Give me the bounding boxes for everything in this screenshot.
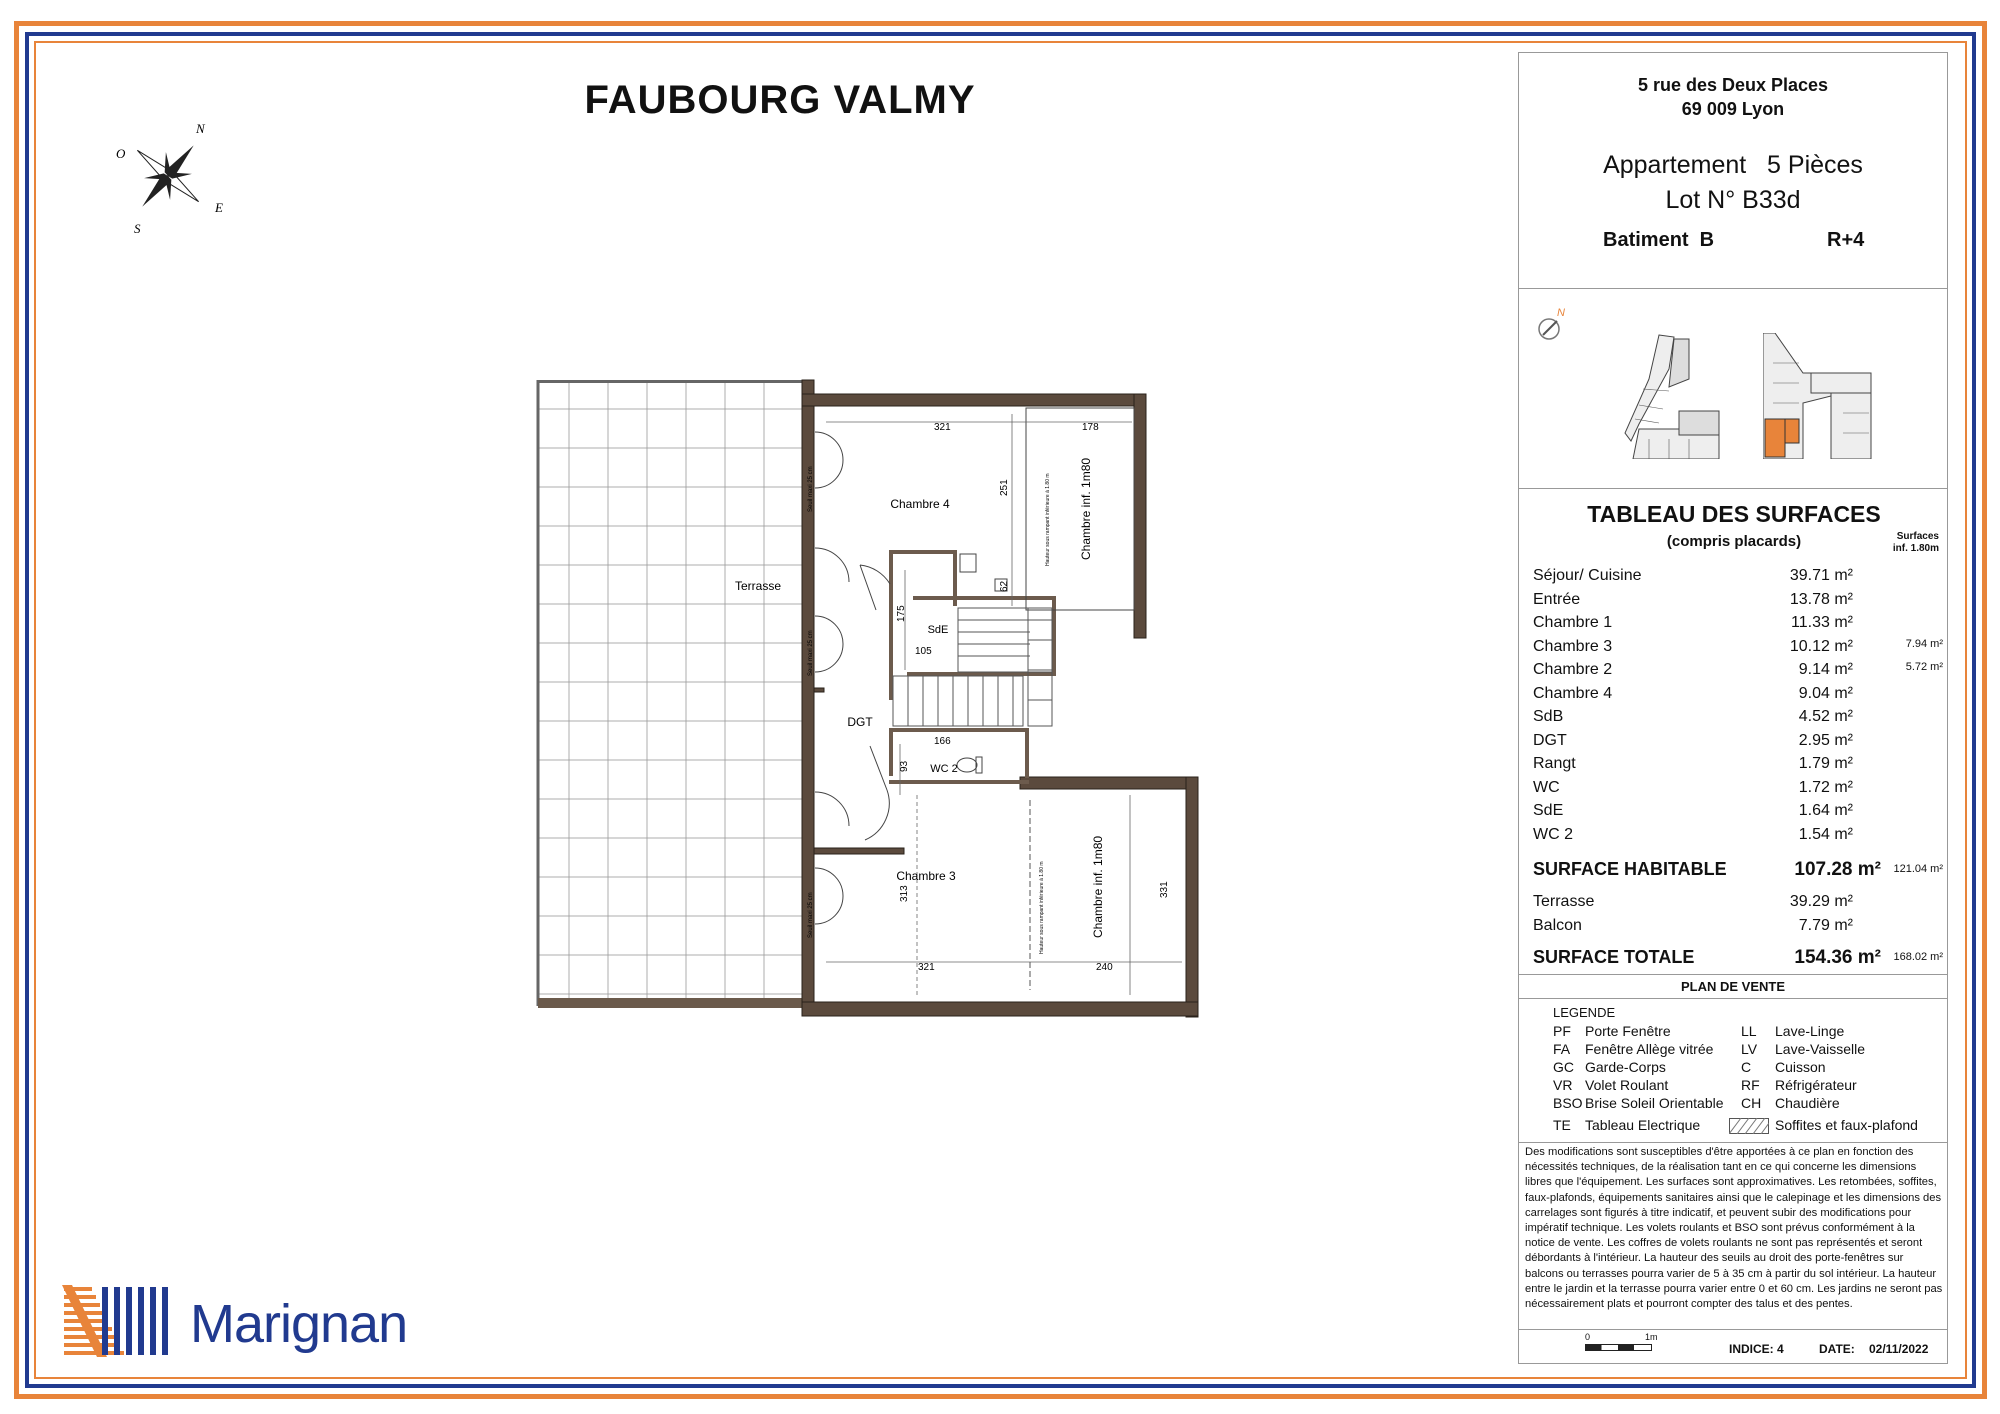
address-line1: 5 rue des Deux Places [1637,75,1829,95]
legend-code: LL [1741,1023,1757,1039]
hauteur-note-top: Hauteur sous rampant inférieure à 1.80 m [1045,473,1051,566]
surface-row: Chambre 4 9.04 m² [1533,684,1853,702]
legend-label: Réfrigérateur [1775,1077,1857,1093]
legend-label: Fenêtre Allège vitrée [1585,1041,1714,1057]
legend-label: Lave-Linge [1775,1023,1845,1039]
dim-175: 175 [896,605,907,622]
scale-bar-icon [1585,1344,1665,1354]
legend-label: Lave-Vaisselle [1775,1041,1866,1057]
building: Batiment B [1603,229,1715,251]
compass-e: E [215,200,223,215]
dim-62: 62 [999,580,1010,592]
wc2-toilet-icon [957,758,977,772]
surface-row: Chambre 1 11.33 m² [1533,614,1853,631]
surface-habitable-row: SURFACE HABITABLE 107.28 m² 121.04 m² [1533,859,1943,880]
legend-code: RF [1741,1077,1760,1093]
room-chambre4: Chambre 4 [890,497,950,511]
terrace-tiles [538,380,808,1006]
compass-rose-icon [108,118,238,238]
surface-row: Entrée 13.78 m² [1533,590,1853,608]
legend-code: C [1741,1059,1752,1075]
soffit-hatch-icon [1729,1118,1769,1134]
top-wall [802,394,1146,406]
right-wall-top [1134,394,1146,638]
brand-name: Marignan [190,1294,408,1354]
sde-sink-icon [960,554,976,572]
bottom-wall [802,1002,1198,1016]
apartment-type: Appartement 5 Pièces [1603,151,1863,179]
footer-bar [1519,1329,1947,1365]
surfaces-subtitle: (compris placards) [1666,533,1802,550]
seuil-note-1: Seuil maxi 25 cm [808,466,814,512]
room-chambre3: Chambre 3 [896,869,956,883]
legend-label: Porte Fenêtre [1585,1023,1671,1039]
surface-annex-row: Terrasse 39.29 m² [1533,893,1853,910]
dim-321a: 321 [934,422,951,433]
indice: INDICE: 4 [1729,1342,1784,1356]
level: R+4 [1827,229,1865,251]
legend-label: Garde-Corps [1585,1059,1666,1075]
legend-title: LEGENDE [1553,1005,1616,1020]
legend-label: Cuisson [1775,1059,1826,1075]
legend-label: Volet Roulant [1585,1077,1669,1093]
surfaces-extra-header-1: Surfaces [1896,531,1939,542]
dim-178: 178 [1082,422,1099,433]
legend-code: CH [1741,1095,1762,1111]
room-terrasse: Terrasse [734,579,782,593]
surface-row: Séjour/ Cuisine 39.71 m² [1533,567,1853,584]
surface-row: SdB 4.52 m² [1533,708,1853,725]
legend-code: VR [1553,1077,1573,1093]
surface-row: WC 1.72 m² [1533,778,1853,796]
door-ch4-1 [815,432,843,460]
legend-code: BSO [1553,1095,1583,1111]
disclaimer-text: Des modifications sont susceptibles d'être apportées à ce plan en fonction des nécessités techniques, de la réalisation tant en ce qui concerne les dimensions libres que l'équipement. Les surfaces sont approximatives. Les retombées, soffites, faux-plafonds, équipements sanitaires ainsi que le calepinage et les dimensions des carrelages sont figurés à titre indicatif, et peuvent subir des modifications pour impératif technique. Les volets roulants et BSO sont prévus conformément à la notice de vente. Les coffres de volets roulants ne sont pas représentés et seront débordants à l'intérieur. La hauteur des seuils au droit des porte-fenêtres sur balcons ou terrasses pourra varier de 5 à 35 cm à partir du sol intérieur. La hauteur entre le jardin et la terrasse pourra varier entre 0 et 60 cm. Les jardins ne seront pas nécessairement plats et pourront compter des talus et des pentes. [1525,1146,1943,1311]
legend-block [1519,999,1947,1143]
info-panel [1518,52,1948,1364]
surfaces-title: TABLEAU DES SURFACES [1587,501,1881,527]
seuil-note-3: Seuil maxi 25 cm [808,892,814,938]
svg-text:N: N [1557,307,1565,319]
dim-105: 105 [915,646,932,657]
legend-label: Chaudière [1775,1095,1840,1111]
surface-row: SdE 1.64 m² [1533,802,1853,819]
dim-240: 240 [1096,962,1113,973]
dim-321b: 321 [918,962,935,973]
dim-166: 166 [934,736,951,747]
dim-93: 93 [899,760,910,772]
marignan-logo [62,1285,452,1355]
keyplan-north-icon [1535,305,1571,345]
project-title: FAUBOURG VALMY [584,78,976,122]
legend-code: GC [1553,1059,1574,1075]
legend-soffit-label: Soffites et faux-plafond [1775,1117,1918,1133]
scale-one-meter: 1m [1645,1332,1658,1342]
date-value: 02/11/2022 [1869,1342,1929,1356]
address-block [1519,53,1947,289]
surfaces-extra-header-2: inf. 1.80m [1892,543,1939,554]
room-dgt: DGT [847,715,873,729]
address-line2: 69 009 Lyon [1681,99,1785,119]
floor-plan [530,370,1210,1020]
right-wall-bottom [1186,777,1198,1017]
surface-totale-row: SURFACE TOTALE 154.36 m² 168.02 m² [1533,947,1943,968]
surface-annex-row: Balcon 7.79 m² [1533,917,1853,934]
room-low-ceiling-bottom: Chambre inf. 1m80 [1091,835,1105,938]
lot-number: Lot N° B33d [1665,186,1801,214]
date-label: DATE: [1819,1342,1855,1356]
surface-row: DGT 2.95 m² [1533,731,1853,749]
surface-row: Rangt 1.79 m² [1533,755,1853,772]
dim-313: 313 [899,885,910,902]
staircase [893,608,1052,726]
legend-label: Brise Soleil Orientable [1585,1095,1724,1111]
room-sde: SdE [927,624,949,636]
terrace-edge-wall [538,998,808,1008]
compass-o: O [116,146,126,161]
surfaces-table [1519,489,1947,975]
legend-code: FA [1553,1041,1571,1057]
keyplan-site-icon [1619,329,1743,459]
room-low-ceiling-top: Chambre inf. 1m80 [1079,457,1093,560]
keyplan-block [1519,289,1947,489]
compass-s: S [134,221,141,236]
legend-code: PF [1553,1023,1571,1039]
plan-de-vente-header: PLAN DE VENTE [1519,975,1947,999]
keyplan-building-icon [1763,333,1883,459]
surface-row: Chambre 3 10.12 m² 7.94 m² [1533,637,1943,655]
scale-zero: 0 [1585,1332,1591,1342]
hauteur-note-bottom: Hauteur sous rampant inférieure à 1.80 m [1039,861,1045,954]
dim-251: 251 [999,479,1010,496]
surface-row: WC 2 1.54 m² [1533,825,1853,843]
room-wc2: WC 2 [930,763,958,775]
legend-code: LV [1741,1041,1758,1057]
right-step-wall [1020,777,1196,789]
legend-code: TE [1553,1117,1571,1133]
legend-label: Tableau Electrique [1585,1117,1701,1133]
marignan-logo-icon [62,1285,174,1357]
compass-n: N [196,121,205,136]
seuil-note-2: Seuil maxi 25 cm [808,630,814,676]
keyplan-lot-highlight [1765,419,1785,457]
surface-row: Chambre 2 9.14 m² 5.72 m² [1533,661,1943,678]
dim-331: 331 [1159,881,1170,898]
